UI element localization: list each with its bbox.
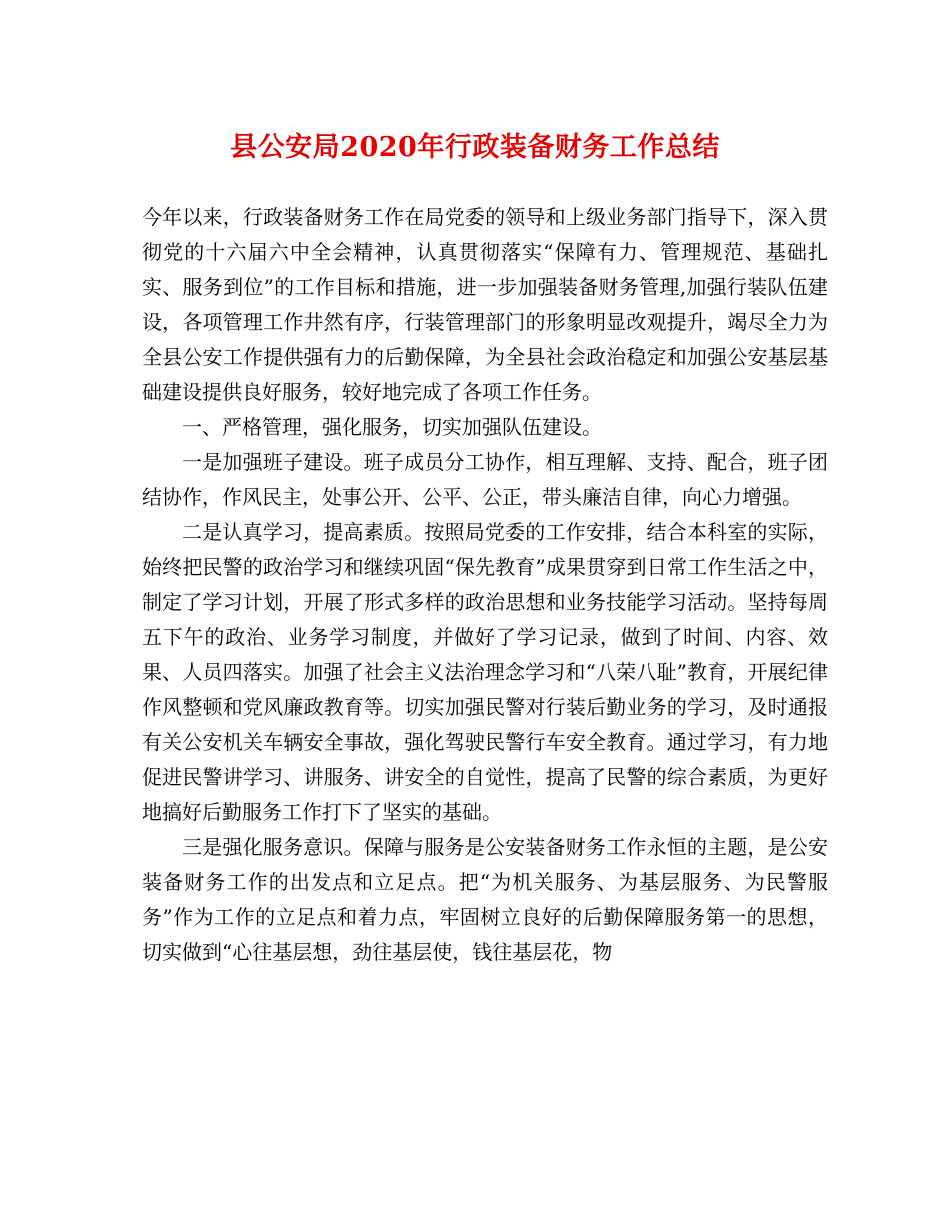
document-body [142,200,828,970]
document-title: 县公安局2020年行政装备财务工作总结 [230,132,720,163]
paragraph-service: 三是强化服务意识。保障与服务是公安装备财务工作永恒的主题，是公安装备财务工作的出发点和立足点。把“为机关服务、为基层服务、为民警服务”作为工作的立足点和着力点，牢固树立良好的后勤保障服务第一的思想，切实做到“心往基层想，劲往基层使，钱往基层花，物 [142,835,828,964]
paragraph-team-building: 一是加强班子建设。班子成员分工协作，相互理解、支持、配合，班子团结协作，作风民主，处事公开、公平、公正，带头廉洁自律，向心力增强。 [142,450,828,509]
paragraph-study: 二是认真学习，提高素质。按照局党委的工作安排，结合本科室的实际，始终把民警的政治学习和继续巩固“保先教育”成果贯穿到日常工作生活之中，制定了学习计划，开展了形式多样的政治思想和业务技能学习活动。坚持每周五下午的政治、业务学习制度，并做好了学习记录，做到了时间、内容、效果、人员四落实。加强了社会主义法治理念学习和“八荣八耻”教育，开展纪律作风整顿和党风廉政教育等。切实加强民警对行装后勤业务的学习，及时通报有关公安机关车辆安全事故，强化驾驶民警行车安全教育。通过学习，有力地促进民警讲学习、讲服务、讲安全的自觉性，提高了民警的综合素质，为更好地搞好后勤服务工作打下了坚实的基础。 [142,520,828,824]
section-heading-1: 一、严格管理，强化服务，切实加强队伍建设。 [182,415,602,439]
paragraph-intro: 今年以来，行政装备财务工作在局党委的领导和上级业务部门指导下，深入贯彻党的十六届六中全会精神，认真贯彻落实“保障有力、管理规范、基础扎实、服务到位”的工作目标和措施，进一步加强装备财务管理,加强行装队伍建设，各项管理工作井然有序，行装管理部门的形象明显改观提升，竭尽全力为全县公安工作提供强有力的后勤保障，为全县社会政治稳定和加强公安基层基础建设提供良好服务，较好地完成了各项工作任务。 [142,205,828,404]
